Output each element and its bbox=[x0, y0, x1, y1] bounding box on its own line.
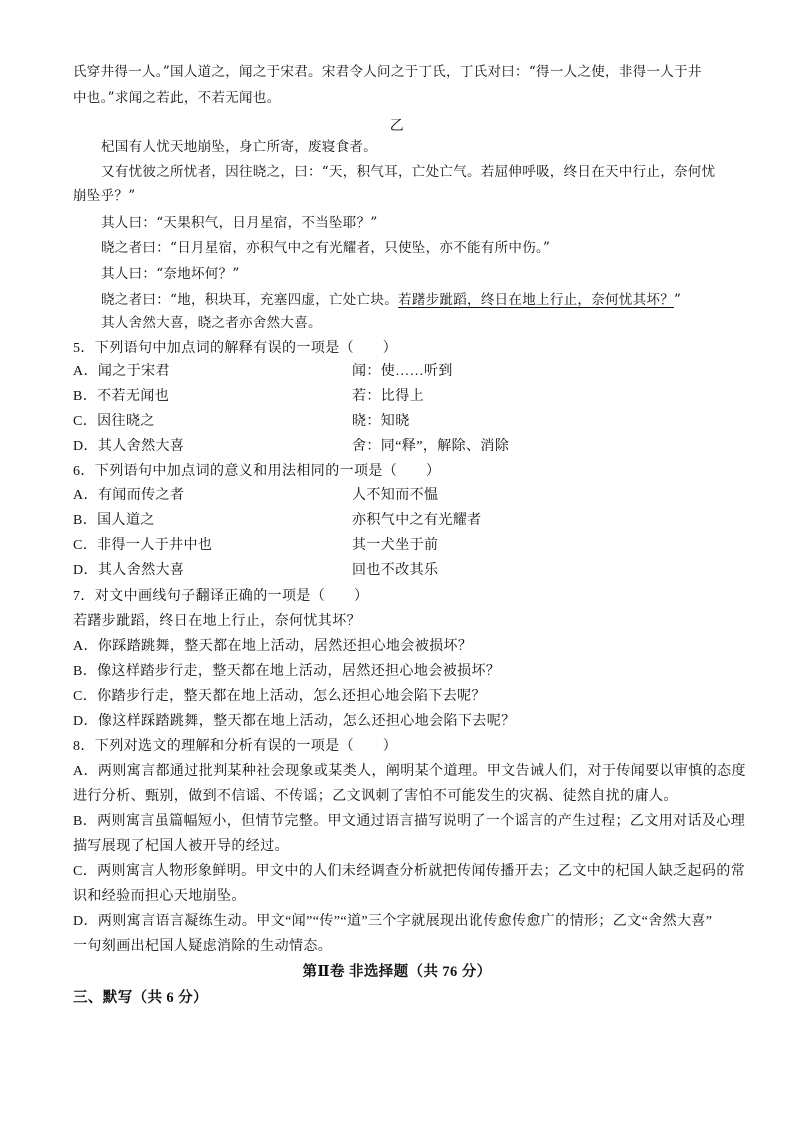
passage-jia-line-2: 中也。”求闻之若此，不若无闻也。 bbox=[73, 90, 281, 106]
q5-stem: 5．下列语句中加点词的解释有误的一项是（ ） bbox=[73, 341, 398, 356]
q7-sentence: 若躇步跐蹈，终日在地上行止，奈何忧其坏？ bbox=[73, 614, 361, 629]
section-2-title: 第Ⅱ卷 非选择题（共 76 分） bbox=[302, 964, 492, 980]
q8-line-2: 进行分析、甄别，做到不信谣、不传谣；乙文讽刺了害怕不可能发生的灾祸、徒然自扰的庸人。 bbox=[73, 789, 678, 804]
q6-option-c-right: 其一犬坐于前 bbox=[352, 538, 439, 553]
q5-option-b-right: 若：比得上 bbox=[352, 389, 424, 404]
q6-option-b-left: B．国人道之 bbox=[73, 513, 155, 528]
passage-yi-para-2b: 崩坠乎？” bbox=[73, 188, 136, 204]
part-3-heading: 三、默写（共 6 分） bbox=[73, 990, 208, 1006]
passage-jia-line-1: 氏穿井得一人。”国人道之，闻之于宋君。宋君令人问之于丁氏，丁氏对曰：“得一人之使，非得一人于井 bbox=[73, 64, 702, 80]
q7-option-a: A．你踩踏跳舞，整天都在地上活动，居然还担心地会被损坏？ bbox=[73, 639, 473, 654]
q5-option-c-right: 晓：知晓 bbox=[352, 414, 410, 429]
q8-line-1: A．两则寓言都通过批判某种社会现象或某类人，阐明某个道理。甲文告诫人们，对于传闻要以审慎的态度 bbox=[73, 764, 746, 779]
q6-option-a-right: 人不知而不愠 bbox=[352, 488, 439, 503]
q6-option-c-left: C．非得一人于井中也 bbox=[73, 538, 213, 553]
passage-yi-para-6-end: ” bbox=[674, 292, 682, 308]
passage-yi-heading: 乙 bbox=[389, 119, 405, 134]
q8-stem: 8．下列对选文的理解和分析有误的一项是（ ） bbox=[73, 739, 398, 754]
q8-line-3: B．两则寓言虽篇幅短小，但情节完整。甲文通过语言描写说明了一个谣言的产生过程；乙文用对话及心理 bbox=[73, 814, 746, 829]
q6-stem: 6．下列语句中加点词的意义和用法相同的一项是（ ） bbox=[73, 464, 441, 479]
q6-option-a-left: A．有闻而传之者 bbox=[73, 488, 185, 503]
passage-yi-para-5: 其人曰：“奈地坏何？” bbox=[101, 266, 240, 282]
passage-yi-para-4: 晓之者曰：“日月星宿，亦积气中之有光耀者，只使坠，亦不能有所中伤。” bbox=[101, 240, 551, 256]
passage-yi-para-1: 杞国有人忧天地崩坠，身亡所寄，废寝食者。 bbox=[101, 139, 377, 155]
q8-line-7: D．两则寓言语言凝练生动。甲文“闻”“传”“道”三个字就展现出讹传愈传愈广的情形；乙文“舍然大喜” bbox=[73, 914, 713, 929]
passage-yi-para-6 bbox=[101, 290, 681, 310]
q8-line-5: C．两则寓言人物形象鲜明。甲文中的人们未经调查分析就把传闻传播开去；乙文中的杞国人缺乏起码的常 bbox=[73, 864, 746, 879]
underlined-sentence: 若躇步跐蹈，终日在地上行止，奈何忧其坏？ bbox=[398, 292, 675, 308]
q7-stem: 7．对文中画线句子翻译正确的一项是（ ） bbox=[73, 589, 369, 604]
q5-option-d-left: D．其人舍然大喜 bbox=[73, 439, 185, 454]
q8-line-4: 描写展现了杞国人被开导的经过。 bbox=[73, 839, 289, 854]
passage-yi-para-2a: 又有忧彼之所忧者，因往晓之，曰：“天，积气耳，亡处亡气。若屈伸呼吸，终日在天中行止，奈何忧 bbox=[101, 164, 716, 180]
passage-yi-para-3: 其人曰：“天果积气，日月星宿，不当坠耶？” bbox=[101, 215, 378, 231]
q8-line-6: 识和经验而担心天地崩坠。 bbox=[73, 889, 246, 904]
passage-yi-para-6-text: 晓之者曰：“地，积块耳，充塞四虚，亡处亡块。 bbox=[101, 292, 399, 308]
q6-option-d-right: 回也不改其乐 bbox=[352, 563, 439, 578]
q7-option-d: D．像这样踩踏跳舞，整天都在地上活动，怎么还担心地会陷下去呢？ bbox=[73, 714, 516, 729]
q7-option-b: B．像这样踏步行走，整天都在地上活动，居然还担心地会被损坏？ bbox=[73, 664, 501, 679]
q5-option-a-left: A．闻之于宋君 bbox=[73, 364, 170, 379]
q5-option-d-right: 舍：同“释”，解除、消除 bbox=[352, 439, 510, 454]
q7-option-c: C．你踏步行走，整天都在地上活动，怎么还担心地会陷下去呢？ bbox=[73, 689, 486, 704]
q5-option-c-left: C．因往晓之 bbox=[73, 414, 155, 429]
passage-yi-para-7: 其人舍然大喜，晓之者亦舍然大喜。 bbox=[101, 315, 322, 331]
q5-option-a-right: 闻：使……听到 bbox=[352, 364, 453, 379]
q8-line-8: 一句刻画出杞国人疑虑消除的生动情态。 bbox=[73, 939, 333, 954]
q6-option-d-left: D．其人舍然大喜 bbox=[73, 563, 185, 578]
q6-option-b-right: 亦积气中之有光耀者 bbox=[352, 513, 482, 528]
q5-option-b-left: B．不若无闻也 bbox=[73, 389, 170, 404]
